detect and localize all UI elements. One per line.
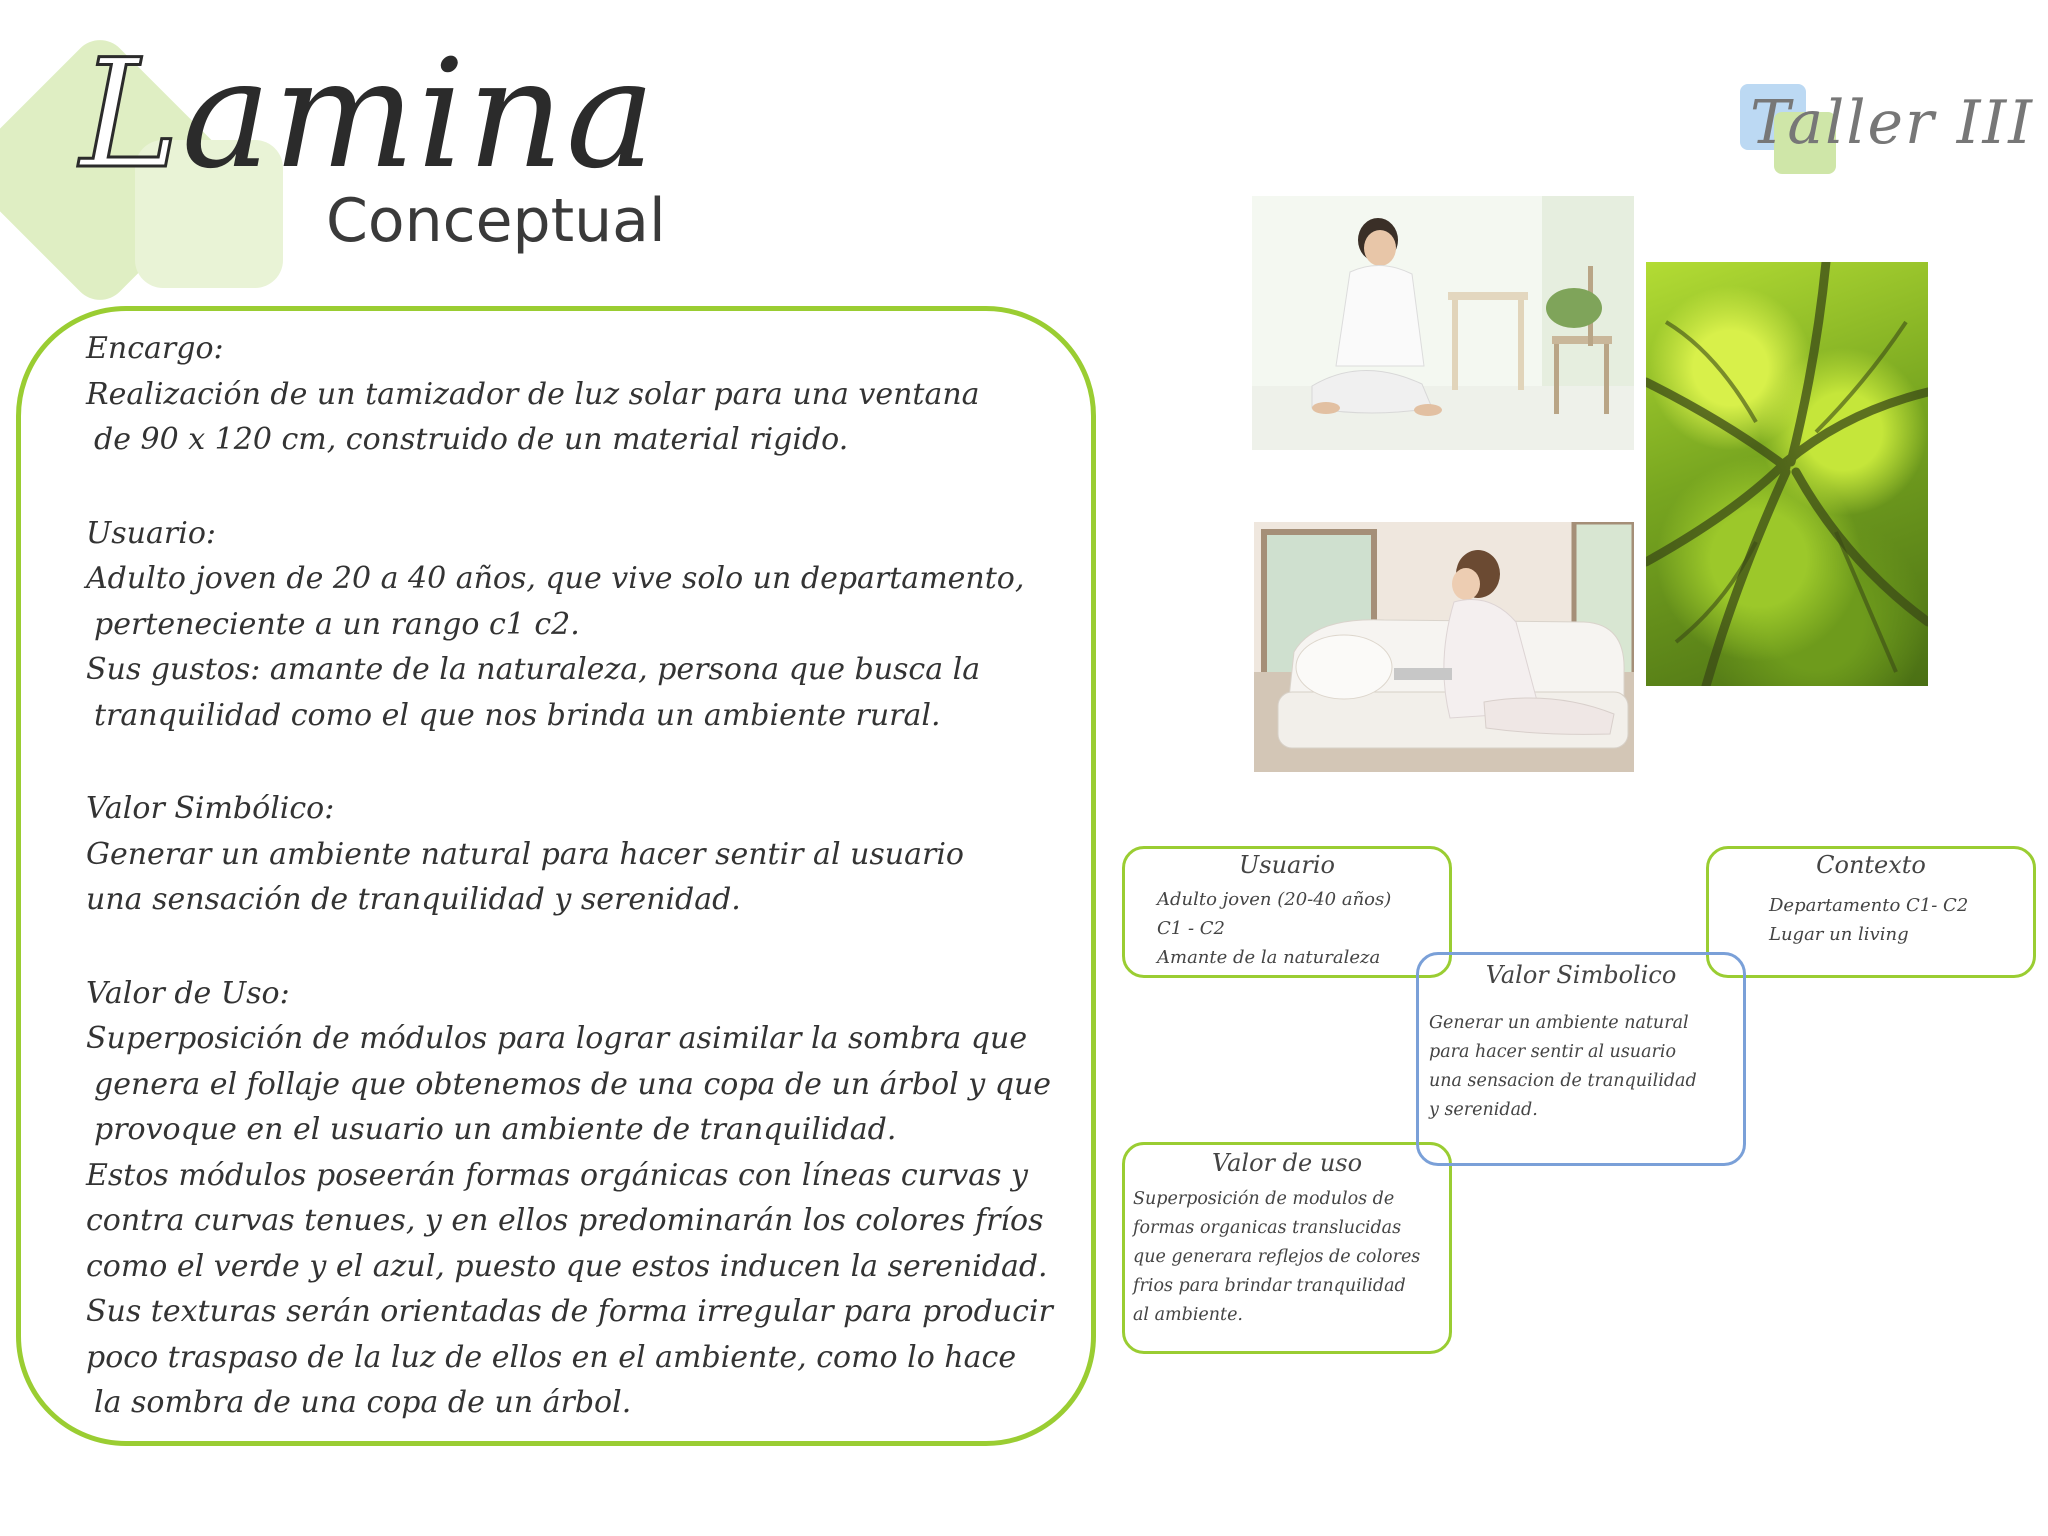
diagram-uso-body (1133, 1185, 1420, 1330)
diagram-box-uso (1122, 1142, 1452, 1354)
diagram-simbolico-line: y serenidad. (1429, 1100, 1538, 1120)
uso-line: como el verde y el azul, puesto que estos inducen la serenidad. (86, 1248, 1048, 1284)
uso-line: provoque en el usuario un ambiente de tranquilidad. (94, 1112, 897, 1147)
uso-line: Estos módulos poseerán formas orgánicas con líneas curvas y (86, 1157, 1028, 1193)
usuario-line: perteneciente a un rango c1 c2. (94, 606, 580, 642)
diagram-box-contexto (1706, 846, 2036, 978)
diagram-uso-title: Valor de uso (1211, 1149, 1363, 1177)
course-badge (1750, 88, 2034, 158)
diagram-uso-line: al ambiente. (1133, 1305, 1243, 1325)
diagram-uso-line: que generara reflejos de colores (1133, 1247, 1421, 1267)
title-rest: amina (181, 28, 658, 202)
page-subtitle: Conceptual (326, 186, 666, 256)
usuario-line: Sus gustos: amante de la naturaleza, persona que busca la (86, 652, 981, 687)
diagram-simbolico-line: para hacer sentir al usuario (1429, 1042, 1676, 1062)
photo-man-illustration (1252, 196, 1634, 450)
usuario-heading: Usuario: (86, 515, 216, 551)
photo-tree-illustration (1646, 262, 1928, 686)
encargo-line: de 90 x 120 cm, construido de un material rigido. (94, 422, 849, 457)
diagram-contexto-title: Contexto (1816, 851, 1926, 879)
diagram-simbolico-line: una sensacion de tranquilidad (1429, 1071, 1697, 1091)
encargo-heading: Encargo: (86, 331, 224, 366)
uso-heading: Valor de Uso: (86, 975, 290, 1011)
diagram-simbolico-body (1429, 1009, 1697, 1125)
simbolico-line: una sensación de tranquilidad y serenidad. (86, 882, 741, 917)
diagram-usuario-line: C1 - C2 (1157, 918, 1225, 939)
diagram-usuario-title: Usuario (1239, 851, 1335, 879)
diagram-simbolico-line: Generar un ambiente natural (1429, 1013, 1689, 1033)
main-text (86, 326, 1096, 1426)
uso-line: Sus texturas serán orientadas de forma irregular para producir (86, 1294, 1053, 1329)
uso-line: poco traspaso de la luz de ellos en el ambiente, como lo hace (86, 1339, 1017, 1375)
badge-initial: T (1750, 88, 1788, 158)
diagram-uso-line: frios para brindar tranquilidad (1133, 1276, 1406, 1296)
diagram-contexto-line: Departamento C1- C2 (1769, 895, 1969, 916)
diagram-box-usuario (1122, 846, 1452, 978)
photo-man-sitting (1252, 196, 1634, 450)
photo-woman-illustration (1254, 522, 1634, 772)
title-initial: L (80, 28, 182, 202)
diagram-usuario-body (1157, 885, 1391, 972)
uso-line: Superposición de módulos para lograr asimilar la sombra que (86, 1021, 1028, 1056)
diagram-box-simbolico (1416, 952, 1746, 1166)
diagram-uso-line: Superposición de modulos de (1133, 1189, 1395, 1209)
simbolico-heading: Valor Simbólico: (86, 791, 335, 826)
simbolico-line: Generar un ambiente natural para hacer sentir al usuario (86, 836, 964, 872)
diagram-simbolico-title: Valor Simbolico (1485, 961, 1677, 989)
uso-line: contra curvas tenues, y en ellos predominarán los colores fríos (86, 1203, 1044, 1238)
diagram-uso-line: formas organicas translucidas (1133, 1218, 1402, 1238)
encargo-line: Realización de un tamizador de luz solar para una ventana (86, 376, 980, 412)
photo-woman-sofa (1254, 522, 1634, 772)
photo-tree-canopy (1646, 262, 1928, 686)
page-title (80, 28, 658, 202)
diagram-contexto-body (1769, 891, 1968, 949)
usuario-line: Adulto joven de 20 a 40 años, que vive solo un departamento, (86, 561, 1025, 596)
diagram-contexto-line: Lugar un living (1769, 924, 1909, 945)
badge-rest: aller III (1787, 88, 2034, 158)
diagram-usuario-line: Adulto joven (20-40 años) (1157, 889, 1392, 910)
diagram-usuario-line: Amante de la naturaleza (1157, 947, 1381, 968)
usuario-line: tranquilidad como el que nos brinda un ambiente rural. (94, 697, 941, 733)
uso-line: genera el follaje que obtenemos de una copa de un árbol y que (94, 1066, 1052, 1102)
uso-line: la sombra de una copa de un árbol. (94, 1385, 632, 1420)
